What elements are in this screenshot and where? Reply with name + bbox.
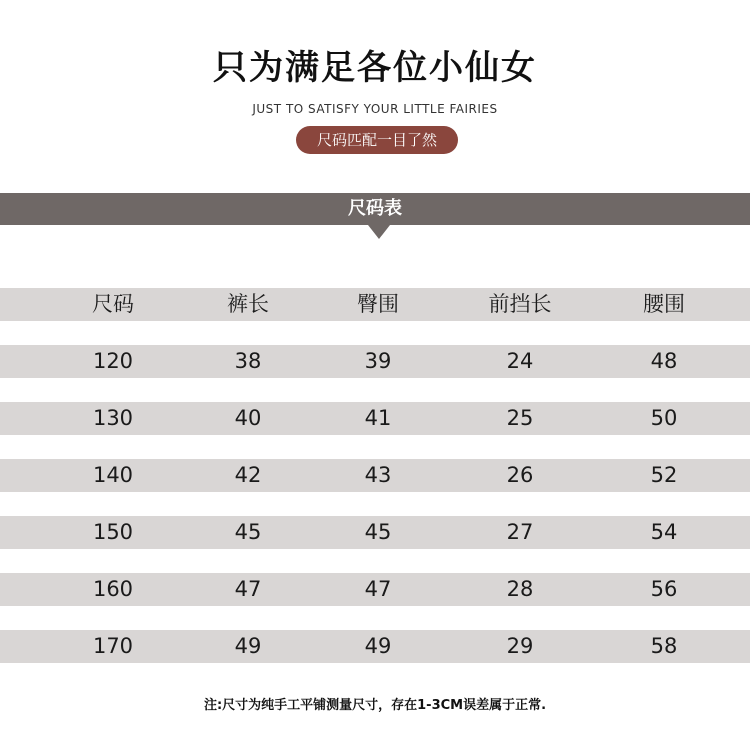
column-header: 腰围 (643, 292, 685, 316)
measurement-note: 注:尺寸为纯手工平铺测量尺寸，存在1-3CM误差属于正常. (203, 698, 547, 713)
table-cell: 28 (506, 577, 534, 601)
column-header: 臀围 (357, 292, 399, 316)
table-row (0, 573, 750, 606)
column-header: 尺码 (92, 292, 134, 316)
page-subtitle: JUST TO SATISFY YOUR LITTLE FAIRIES (252, 102, 498, 116)
table-cell: 120 (92, 349, 134, 373)
table-cell: 47 (234, 577, 262, 601)
table-cell: 56 (650, 577, 678, 601)
table-cell: 27 (506, 520, 534, 544)
table-cell: 25 (506, 406, 534, 430)
table-cell: 52 (650, 463, 678, 487)
table-row (0, 345, 750, 378)
table-header-row (0, 288, 750, 321)
table-cell: 140 (92, 463, 134, 487)
table-cell: 45 (364, 520, 392, 544)
table-cell: 58 (650, 634, 678, 658)
table-cell: 26 (506, 463, 534, 487)
table-cell: 45 (234, 520, 262, 544)
table-cell: 48 (650, 349, 678, 373)
table-cell: 170 (92, 634, 134, 658)
table-cell: 49 (234, 634, 262, 658)
table-cell: 43 (364, 463, 392, 487)
table-cell: 49 (364, 634, 392, 658)
table-cell: 39 (364, 349, 392, 373)
table-row (0, 516, 750, 549)
table-row (0, 630, 750, 663)
table-row (0, 459, 750, 492)
table-row (0, 402, 750, 435)
column-header: 裤长 (227, 292, 269, 316)
table-cell: 42 (234, 463, 262, 487)
size-match-pill: 尺码匹配一目了然 (296, 126, 458, 154)
table-cell: 50 (650, 406, 678, 430)
table-cell: 54 (650, 520, 678, 544)
table-cell: 160 (92, 577, 134, 601)
column-header: 前挡长 (488, 292, 552, 316)
table-cell: 29 (506, 634, 534, 658)
table-cell: 47 (364, 577, 392, 601)
size-chart-banner: 尺码表 (0, 193, 750, 225)
table-cell: 40 (234, 406, 262, 430)
table-cell: 150 (92, 520, 134, 544)
table-cell: 38 (234, 349, 262, 373)
table-cell: 130 (92, 406, 134, 430)
table-cell: 24 (506, 349, 534, 373)
table-cell: 41 (364, 406, 392, 430)
page-title: 只为满足各位小仙女 (213, 48, 537, 88)
banner-arrow-icon (368, 225, 390, 239)
